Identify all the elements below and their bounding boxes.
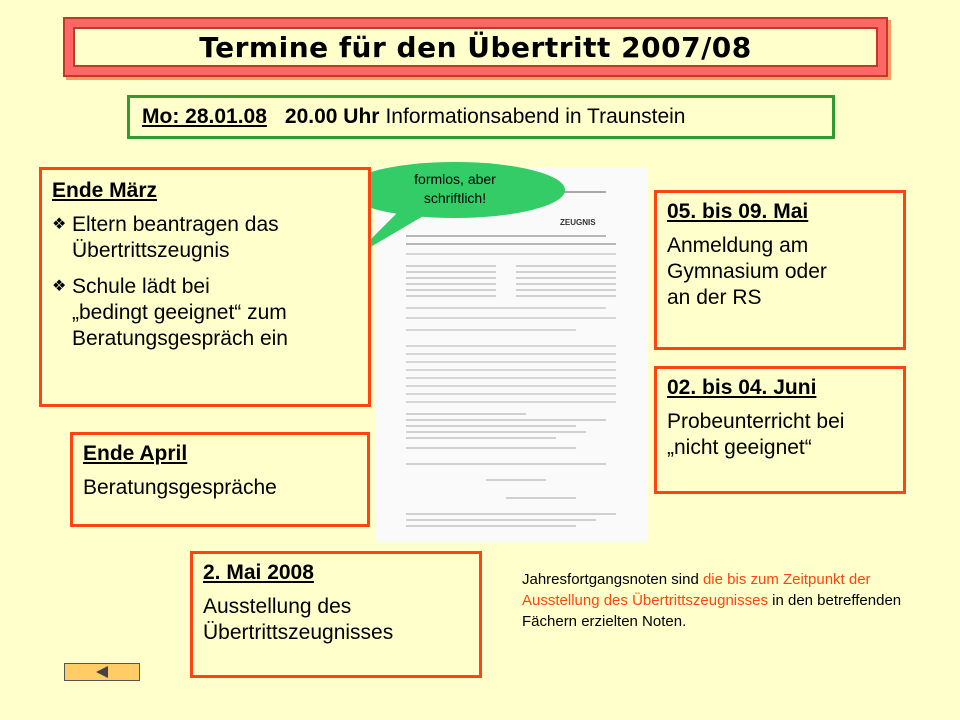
title-frame [73,27,878,67]
info-time: 20.00 Uhr [284,105,380,128]
card-text: „nicht geeignet“ [667,436,812,459]
diamond-star-icon: ❖ [52,278,67,295]
card-ausstellung [190,551,482,678]
bubble-line-1: formlos, aber [414,171,496,187]
card-juni-probeunterricht [654,366,906,494]
bullet-text: Eltern beantragen das [72,213,279,236]
bullet-text: „bedingt geeignet“ zum [72,301,287,324]
card-heading: 02. bis 04. Juni [667,376,817,399]
card-heading: Ende März [52,179,158,202]
note-part-3: in den betreffenden Fächern erzielten Noten. [522,592,902,630]
card-text: Beratungsgespräche [83,476,277,499]
speech-bubble-text [385,170,525,220]
card-text: Anmeldung am [667,234,809,257]
bullet-text: Schule lädt bei [72,275,210,298]
card-text: Ausstellung des [203,595,352,618]
card-text: an der RS [667,286,762,309]
bullet-text: Übertrittszeugnis [72,239,230,262]
bubble-line-2: schriftlich! [423,190,487,206]
grades-note [522,569,922,632]
info-evening-box [127,95,835,139]
form-heading-fragment: ZEUGNIS [560,218,596,227]
diamond-star-icon: ❖ [52,216,67,233]
list-item [52,212,358,264]
card-ende-maerz [39,167,371,407]
card-text: Gymnasium oder [667,260,827,283]
card-text: Probeunterricht bei [667,410,845,433]
back-button[interactable] [64,663,140,681]
back-arrow-icon [94,665,110,679]
bullet-text: Beratungsgespräch ein [72,327,288,350]
list-item [52,274,358,352]
note-part-2: die bis zum Zeitpunkt der Ausstellung des Übertrittszeugnisses [522,571,871,609]
card-ende-april [70,432,370,527]
info-date: Mo: 28.01.08 [142,105,267,128]
card-heading: Ende April [83,442,188,465]
card-mai-anmeldung [654,190,906,350]
note-part-1: Jahresfortgangsnoten sind [522,571,699,588]
card-heading: 2. Mai 2008 [203,561,314,584]
info-event: Informationsabend in Traunstein [385,105,686,128]
card-heading: 05. bis 09. Mai [667,200,809,223]
title-banner [63,17,888,77]
page-title: Termine für den Übertritt 2007/08 [199,30,752,64]
card-text: Übertrittszeugnisses [203,621,394,644]
